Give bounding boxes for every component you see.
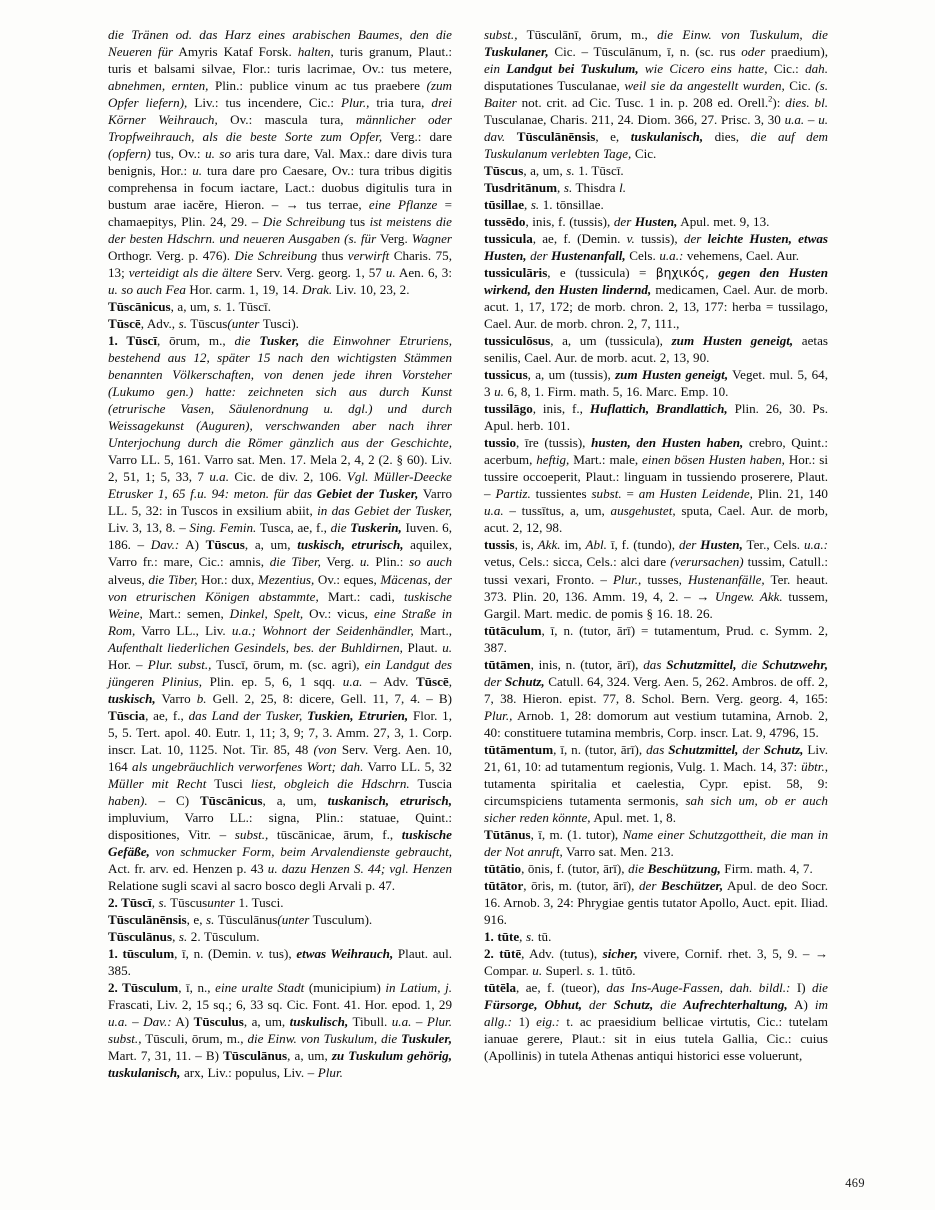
dictionary-entry: Tūscus, a, um, s. 1. Tūscī. [484,163,624,179]
dictionary-entry: Tūscē, Adv., s. Tūscus(unter Tusci). [108,316,299,332]
dictionary-entry: 1. tūte, s. tū. [484,928,552,944]
left-column [108,26,452,1081]
dictionary-entry: Tūsculānēnsis, e, s. Tūsculānus(unter Tusculum). [108,911,373,927]
dictionary-entry: 2. Tūscī, s. Tūscusunter 1. Tusci. [108,894,284,910]
dictionary-entry: tussēdo, inis, f. (tussis), der Husten, Apul. met. 9, 13. [484,214,770,230]
dictionary-entry: Tusdritānum, s. Thisdra l. [484,180,626,196]
dictionary-entry: die Tränen od. das Harz eines arabischen Baumes, den die Neueren für Amyris Kataf Forsk. halten, turis granum, Plaut.: turis et balsami silvae, Flor.: turis lacrimae, Ov.: tus metere, abnehmen, ernten, Plin.: publice vinum ac tus praebere (zum Opfer liefern), Liv.: tus incendere, Cic.: Plur., tria tura, drei Körner Weihrauch, Ov.: mascula tura, männlicher oder Tropfweihrauch, als die beste Sorte zum Opfer, Verg.: dare (opfern) tus, Ov.: u. so aris tura dare, Val. Max.: dare divis tura benignis, Hor.: u. tura dare pro Caesare, Ov.: tura tribus digitis comprehensa in focum iactare, Lact.: duobus digitulis tura in bustum arae iacĕre, Hieron. – → tus terrae, eine Pflanze = chamaepitys, Plin. 24, 29. – Die Schreibung tus ist meistens die der besten Hdschrn. und neueren Ausgaben (s. für Verg. Wagner Orthogr. Verg. p. 476). Die Schreibung thus verwirft Charis. 75, 13; verteidigt als die ältere Serv. Verg. georg. 1, 57 u. Aen. 6, 3: u. so auch Fea Hor. carm. 1, 19, 14. Drak. Liv. 10, 23, 2. [108,27,453,298]
dictionary-entry: tūtāculum, ī, n. (tutor, ārī) = tutamentum, Prud. c. Symm. 2, 387. [484,622,828,655]
dictionary-entry: tussiculāris, e (tussicula) = βηχικός, gegen den Husten wirkend, den Husten lindernd, medicamen, Cael. Aur. de morb. acut. 1, 17, 172; de morb. chron. 2, 13, 177: herba = tussilago, Cael. Aur. de morb. chron. 2, 7, 111., [484,265,828,332]
dictionary-entry: Tūsculānus, s. 2. Tūsculum. [108,928,260,944]
dictionary-entry: tussio, īre (tussis), husten, den Husten haben, crebro, Quint.: acerbum, heftig, Mart.: male, einen bösen Husten haben, Hor.: si tussire occoeperit, Plaut.: linguam in tussiendo proserere, Plaut. – Partiz. tussientes subst. = am Husten Leidende, Plin. 21, 140 u.a. – tussītus, a, um, ausgehustet, sputa, Cael. Aur. de morb, acut. 2, 12, 98. [484,435,829,536]
dictionary-entry: tussicus, a, um (tussis), zum Husten geneigt, Veget. mul. 5, 64, 3 u. 6, 8, 1. Firm. math. 5, 16. Marc. Emp. 10. [484,367,828,400]
dictionary-entry: tūtātio, ōnis, f. (tutor, ārī), die Beschützung, Firm. math. 4, 7. [484,860,813,876]
right-column [484,26,828,1081]
dictionary-entry: tūtēla, ae, f. (tueor), das Ins-Auge-Fassen, dah. bildl.: I) die Fürsorge, Obhut, der Schutz, die Aufrechterhaltung, A) im allg.: 1) eig.: t. ac praesidium bellicae virtutis, Cic.: tutelam ianuae gerere, Plaut.: sit in eius tutela Gallia, Cic.: cuius (Apollinis) in tutela Athenas antiqui historici esse voluerunt, [484,979,828,1063]
dictionary-entry: tussis, is, Akk. im, Abl. ī, f. (tundo), der Husten, Ter., Cels. u.a.: vetus, Cels.: sicca, Cels.: alci dare (verursachen) tussim, Catull.: tussi vexari, Fronto. – Plur., tusses, Hustenanfälle, Ter. heaut. 373. Plin. 20, 136. Amm. 19, 4, 2. – → Ungew. Akk. tussem, Gargil. Mart. medic. de pomis § 16. 18. 26. [484,537,829,621]
dictionary-entry: Tūscānicus, a, um, s. 1. Tūscī. [108,299,271,315]
dictionary-entry: tūtāmen, inis, n. (tutor, ārī), das Schutzmittel, die Schutzwehr, der Schutz, Catull. 64, 324. Verg. Aen. 5, 262. Ambros. de off. 2, 7, 38. Hieron. epist. 77, 8. Schol. Bern. Verg. georg. 4, 165: Plur., Arnob. 1, 28: domorum aut vestium tutamina, Arnob. 2, 40: constituere tutamina membris, Corp. inscr. Lat. 9, 4796, 15. [484,656,828,740]
dictionary-entry: tussiculōsus, a, um (tussicula), zum Husten geneigt, aetas senilis, Cael. Aur. de morb. acut. 2, 13, 90. [484,333,828,366]
dictionary-entry: subst., Tūsculānī, ōrum, m., die Einw. von Tuskulum, die Tuskulaner, Cic. – Tūsculānum, ī, n. (sc. rus oder praedium), ein Landgut bei Tuskulum, wie Cicero eins hatte, Cic.: dah. disputationes Tusculanae, weil sie da angestellt wurden, Cic. (s. Baiter not. crit. ad Cic. Tusc. 1 in. p. 208 ed. Orell.$^2$): dies. bl. Tusculanae, Charis. 211, 24. Diom. 366, 27. Prisc. 3, 30 u.a. – u. dav. Tūsculānēnsis, e, tuskulanisch, dies, die auf dem Tuskulanum verlebten Tage, Cic. [484,27,829,162]
dictionary-entry: 2. tūtē, Adv. (tutus), sicher, vivere, Cornif. rhet. 3, 5, 9. – → Compar. u. Superl. s. 1. tūtō. [484,945,829,978]
two-column-text-body [108,26,828,1081]
dictionary-entry: 1. Tūscī, ōrum, m., die Tusker, die Einwohner Etruriens, bestehend aus 12, später 15 nach den wichtigsten Stämmen benannten Völkerschaften, von denen jede ihren Vorsteher (Lukumo gen.) hatte: zeichneten sich aus durch Kunst (etrurische Vasen, Säulenordnung u. dgl.) und durch Weissagekunst (Auguren), verschwanden aber nach ihrer Unterjochung durch die Römer gänzlich aus der Geschichte, Varro LL. 5, 161. Varro sat. Men. 17. Mela 2, 4, 2 (2. § 60). Liv. 2, 51, 1; 5, 33, 7 u.a. Cic. de div. 2, 106. Vgl. Müller-Deecke Etrusker 1, 65 f.u. 94: meton. für das Gebiet der Tusker, Varro LL. 5, 32: in Tuscos in exsilium abiit, in das Gebiet der Tusker, Liv. 3, 13, 8. – Sing. Femin. Tusca, ae, f., die Tuskerin, Iuven. 6, 186. – Dav.: A) Tūscus, a, um, tuskisch, etrurisch, aquilex, Varro fr.: mare, Cic.: amnis, die Tiber, Verg. u. Plin.: so auch alveus, die Tiber, Hor.: dux, Mezentius, Ov.: eques, Mäcenas, der von etrurischen Königen abstammte, Mart.: cadi, tuskische Weine, Mart.: semen, Dinkel, Spelt, Ov.: vicus, eine Straße in Rom, Varro LL., Liv. u.a.; Wohnort der Seidenhändler, Mart., Aufenthalt liederlichen Gesindels, bes. der Buhldirnen, Plaut. u. Hor. – Plur. subst., Tuscī, ōrum, m. (sc. agri), ein Landgut des jüngeren Plinius, Plin. ep. 5, 6, 1 sqq. u.a. – Adv. Tūscē, tuskisch, Varro b. Gell. 2, 25, 8: dicere, Gell. 11, 7, 4. – B) Tūscia, ae, f., das Land der Tusker, Tuskien, Etrurien, Flor. 1, 5, 5. Tert. apol. 40. Eutr. 1, 11; 3, 9; 7, 3. Amm. 27, 3, 1. Corp. inscr. Lat. 10, 1125. Not. Tir. 85, 48 (von Serv. Verg. Aen. 10, 164 als ungebräuchlich verworfenes Wort; dah. Varro LL. 5, 32 Müller mit Recht Tusci liest, obgleich die Hdschrn. Tuscia haben). – C) Tūscānicus, a, um, tuskanisch, etrurisch, impluvium, Varro LL.: signa, Plin.: statuae, Quint.: dispositiones, Vitr. – subst., tūscānicae, ārum, f., tuskische Gefäße, von schmucker Form, beim Arvalendienste gebraucht, Act. fr. arv. ed. Henzen p. 43 u. dazu Henzen S. 44; vgl. Henzen Relatione sugli scavi al sacro bosco degli Arvali p. 47. [108,333,453,893]
dictionary-entry: 2. Tūsculum, ī, n., eine uralte Stadt (municipium) in Latium, j. Frascati, Liv. 2, 15 sq.; 6, 33 sq. Cic. Font. 41. Hor. epod. 1, 29 u.a. – Dav.: A) Tūsculus, a, um, tuskulisch, Tibull. u.a. – Plur. subst., Tūsculi, ōrum, m., die Einw. von Tuskulum, die Tuskuler, Mart. 7, 31, 11. – B) Tūsculānus, a, um, zu Tuskulum gehörig, tuskulanisch, arx, Liv.: populus, Liv. – Plur. [108,979,453,1080]
dictionary-entry: tussilāgo, inis, f., Huflattich, Brandlattich, Plin. 26, 30. Ps. Apul. herb. 101. [484,401,829,434]
dictionary-entry: tūtāmentum, ī, n. (tutor, ārī), das Schutzmittel, der Schutz, Liv. 21, 61, 10: ad tutamentum regionis, Vulg. 1. Mach. 14, 37: übtr., tutamenta spiritalia et caelestia, Cypr. epist. 58, 9: circumspiciens tutamenta sermonis, sah sich um, ob er auch sicher reden könnte, Apul. met. 1, 8. [484,741,828,825]
dictionary-entry: Tūtānus, ī, m. (1. tutor), Name einer Schutzgottheit, die man in der Not anruft, Varro sat. Men. 213. [484,826,828,859]
dictionary-entry: tūsillae, s. 1. tōnsillae. [484,197,604,213]
dictionary-entry: tūtātor, ōris, m. (tutor, ārī), der Beschützer, Apul. de deo Socr. 16. Arnob. 3, 24: Phrygiae gentis tutator Apollo, Auct. epit. Iliad. 916. [484,877,828,927]
dictionary-entry: 1. tūsculum, ī, n. (Demin. v. tus), etwas Weihrauch, Plaut. aul. 385. [108,945,452,978]
dictionary-entry: tussicula, ae, f. (Demin. v. tussis), der leichte Husten, etwas Husten, der Hustenanfall, Cels. u.a.: vehemens, Cael. Aur. [484,231,828,264]
page-number: 469 [845,1176,865,1190]
